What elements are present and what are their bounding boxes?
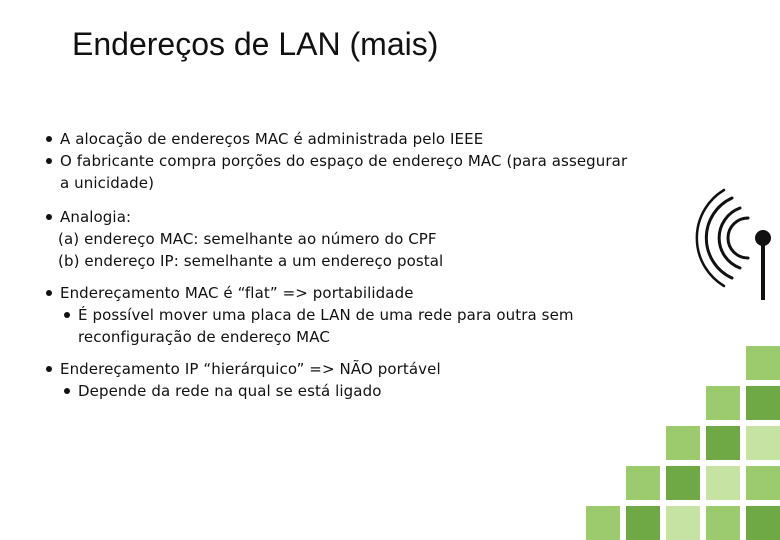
green-square — [586, 506, 620, 540]
green-square — [746, 466, 780, 500]
green-square — [706, 506, 740, 540]
green-square — [666, 506, 700, 540]
analogy-mac: (a) endereço MAC: semelhante ao número do CPF — [58, 230, 437, 248]
green-square — [666, 426, 700, 460]
green-square — [706, 426, 740, 460]
subbullet-move-card-line1: É possível mover uma placa de LAN de uma rede para outra sem — [78, 306, 574, 324]
bullet-manufacturer-line2: a unicidade) — [60, 174, 155, 192]
subbullet-depends-network: Depende da rede na qual se está ligado — [62, 380, 704, 402]
green-square — [746, 386, 780, 420]
green-square — [746, 346, 780, 380]
green-square — [706, 466, 740, 500]
bullet-mac-flat: Endereçamento MAC é “flat” => portabilidade — [44, 282, 704, 304]
green-square — [626, 466, 660, 500]
bullet-analogy: Analogia: — [44, 206, 704, 228]
bullet-manufacturer-line1: O fabricante compra porções do espaço de endereço MAC (para assegurar — [60, 152, 628, 170]
analogy-ip: (b) endereço IP: semelhante a um endereço postal — [58, 252, 444, 270]
green-square — [746, 426, 780, 460]
green-square — [626, 506, 660, 540]
green-square — [666, 466, 700, 500]
subbullet-move-card-line2: reconfiguração de endereço MAC — [78, 328, 330, 346]
slide-title: Endereços de LAN (mais) — [72, 26, 439, 62]
green-square — [746, 506, 780, 540]
bullet-mac-allocation: A alocação de endereços MAC é administrada pelo IEEE — [44, 128, 704, 150]
bullet-ip-hierarchical: Endereçamento IP “hierárquico” => NÃO portável — [44, 358, 704, 380]
green-square — [706, 386, 740, 420]
